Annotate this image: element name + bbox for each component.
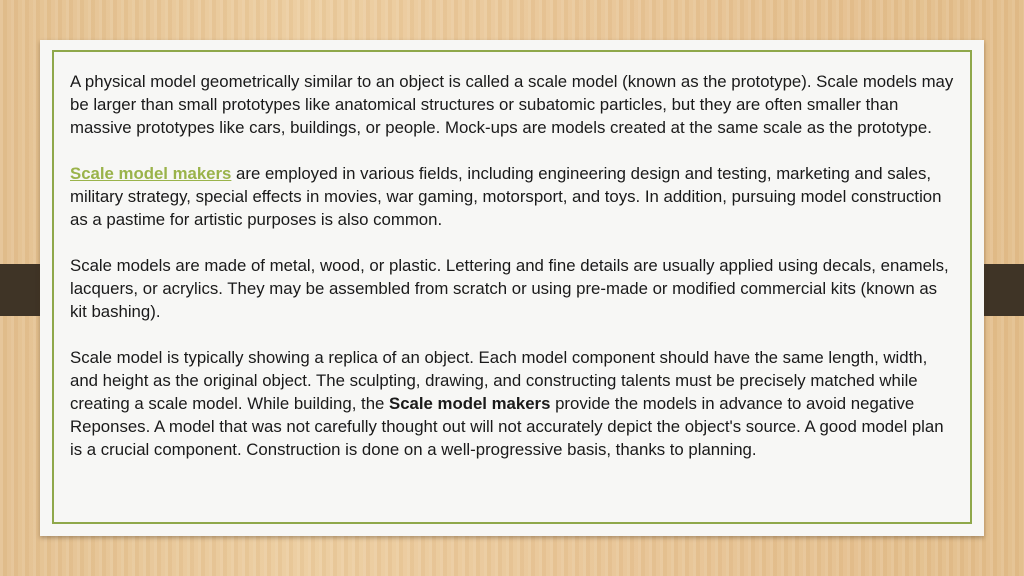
- paragraph-4-text-end: provide the models in advance to avoid negative Reponses. A model that was not carefully thought out will not accurately depict the object's source. A good model plan is a crucial component. Construction is done on a well-progressive basis, thanks to planning.: [70, 394, 944, 459]
- scale-model-makers-link[interactable]: Scale model makers: [70, 164, 232, 183]
- paragraph-3: Scale models are made of metal, wood, or plastic. Lettering and fine details are usually applied using decals, enamels, lacquers, or acrylics. They may be assembled from scratch or using pre-made or modified commercial kits (known as kit bashing).: [70, 256, 949, 321]
- scale-model-makers-bold: Scale model makers: [389, 394, 551, 413]
- paragraph-2-text: are employed in various fields, including engineering design and testing, marketing and sales, military strategy, special effects in movies, war gaming, motorsport, and toys. In addition, pursuing model construction as a pastime for artistic purposes is also common.: [70, 164, 942, 229]
- paragraph-4: [70, 346, 956, 461]
- paragraph-4-text-start: Scale model is typically showing a replica of an object. Each model component should have the same length, width, and height as the original object. The sculpting, drawing, and constructing talents must be precisely matched while creating a scale model. While building, the: [70, 348, 928, 413]
- paragraph-1: A physical model geometrically similar to an object is called a scale model (known as the prototype). Scale models may be larger than small prototypes like anatomical structures or subatomic particles, but they are often smaller than massive prototypes like cars, buildings, or people. Mock-ups are models created at the same scale as the prototype.: [70, 72, 954, 137]
- paragraph-2: [70, 162, 956, 231]
- content-card: [40, 40, 984, 536]
- article-body: [70, 70, 956, 484]
